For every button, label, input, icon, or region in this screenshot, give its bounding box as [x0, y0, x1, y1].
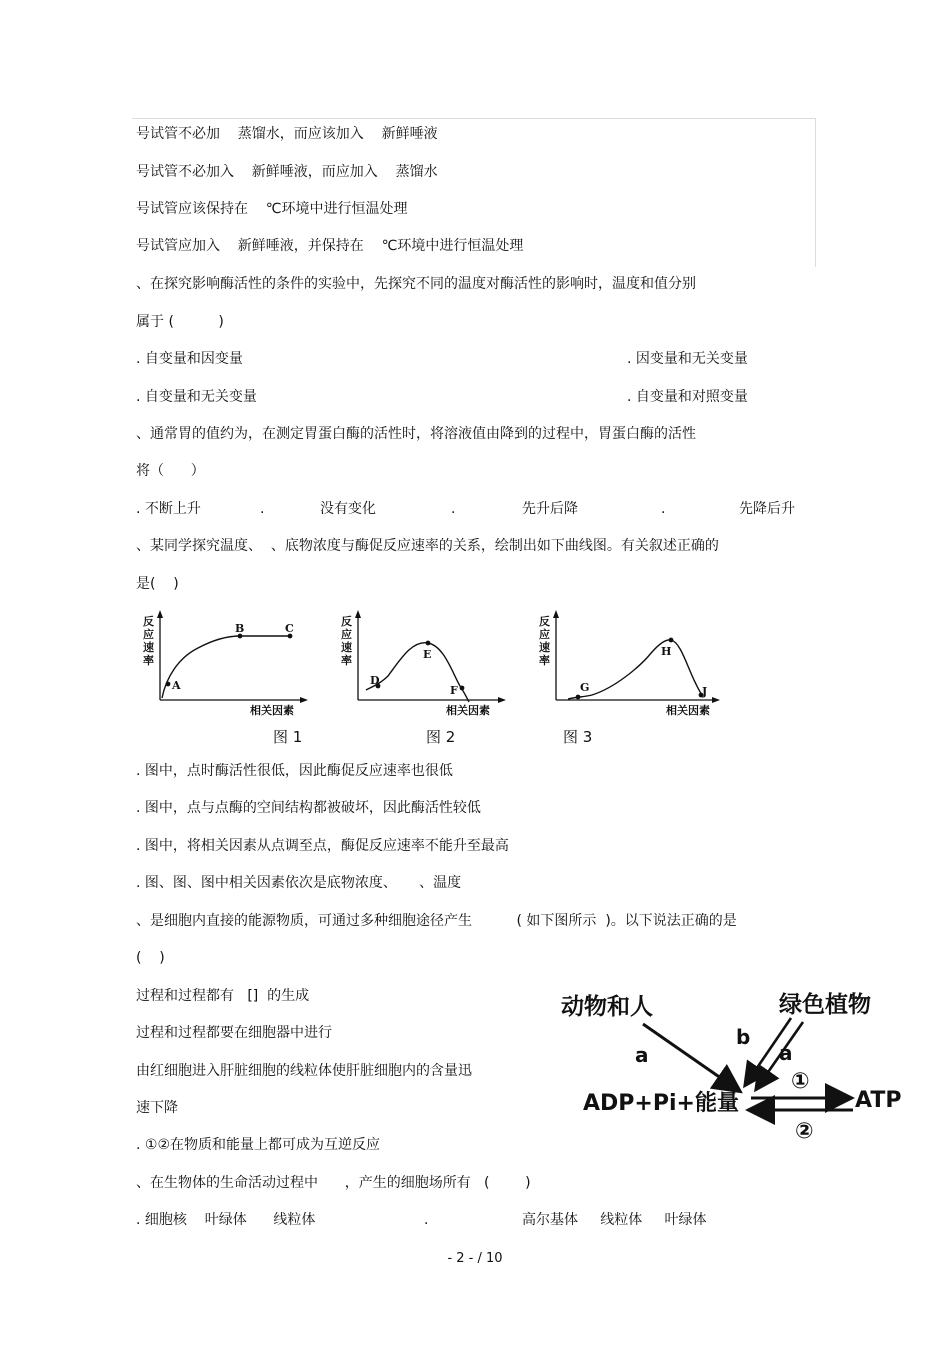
question-temperature-cont: 属于 ( ) [136, 314, 224, 330]
option-b-marker: . [260, 501, 265, 517]
figure-3 [534, 608, 729, 720]
figure-3-caption: 图 3 [563, 728, 593, 746]
question-temperature: 、在探究影响酶活性的条件的实验中，先探究不同的温度对酶活性的影响时，温度和值分别 [136, 276, 696, 292]
y-axis-label: 速 [341, 641, 352, 654]
option-b: 过程和过程都要在细胞器中进行 [136, 1025, 332, 1041]
option-b: 高尔基体 线粒体 叶绿体 [522, 1212, 707, 1228]
option-a: . 细胞核 叶绿体 线粒体 [136, 1212, 316, 1228]
option-line-3: 号试管应该保持在 ℃环境中进行恒温处理 [136, 201, 408, 217]
option-a: 过程和过程都有 [] 的生成 [136, 988, 310, 1004]
option-d: . ①②在物质和能量上都可成为互逆反应 [136, 1137, 381, 1153]
page-number: - 2 - / 10 [447, 1251, 503, 1266]
process-1-label: ① [791, 1069, 810, 1094]
option-d-marker: . [661, 501, 666, 517]
question-ph: 、通常胃的值约为，在测定胃蛋白酶的活性时，将溶液值由降到的过程中，胃蛋白酶的活性 [136, 426, 696, 442]
point-label: B [235, 622, 245, 635]
option-c-cont: 速下降 [136, 1100, 178, 1116]
option-d: . 图、图、图中相关因素依次是底物浓度、 、温度 [136, 875, 462, 891]
curve [162, 636, 290, 698]
point-g [576, 695, 581, 700]
arrow-a-animals [643, 1024, 738, 1090]
y-axis-label: 反 [539, 615, 550, 628]
option-line-2: 号试管不必加入 新鲜唾液，而应加入 蒸馏水 [136, 164, 438, 180]
point-e [426, 641, 431, 646]
option-b: 没有变化 [320, 501, 376, 517]
x-axis-label: 相关因素 [250, 704, 294, 717]
y-axis-label: 反 [143, 615, 154, 628]
option-c: 由红细胞进入肝脏细胞的线粒体使肝脏细胞内的含量迅 [136, 1063, 472, 1079]
point-label: F [450, 684, 458, 697]
point-label: G [580, 681, 590, 694]
figure-2 [336, 608, 511, 720]
y-axis-label: 速 [539, 641, 550, 654]
point-label: H [661, 645, 672, 658]
y-axis-label: 应 [341, 628, 352, 641]
x-axis-label: 相关因素 [666, 704, 710, 717]
question-curve-cont: 是( ) [136, 576, 179, 592]
option-c: . 图中，将相关因素从点调至点，酶促反应速率不能升至最高 [136, 838, 509, 854]
option-a: . 自变量和因变量 [136, 351, 243, 367]
y-axis-label: 应 [143, 628, 154, 641]
question-atp: 、是细胞内直接的能源物质，可通过多种细胞途径产生 ( 如下图所示 )。以下说法正确的是 [136, 913, 737, 929]
option-c: . 自变量和无关变量 [136, 389, 257, 405]
arrow-label-a: a [635, 1043, 649, 1067]
point-label: C [285, 622, 294, 635]
y-axis-label: 反 [341, 615, 352, 628]
y-axis-label: 应 [539, 628, 550, 641]
point-label: J [702, 685, 708, 698]
point-h [669, 638, 674, 643]
arrow-label-b: b [736, 1025, 751, 1049]
process-2-label: ② [795, 1119, 814, 1144]
question-curve: 、某同学探究温度、 、底物浓度与酶促反应速率的关系，绘制出如下曲线图。有关叙述正确的 [136, 538, 719, 554]
option-b: . 因变量和无关变量 [627, 351, 748, 367]
question-site: 、在生物体的生命活动过程中 ，产生的细胞场所有 ( ) [136, 1175, 531, 1191]
plants-label: 绿色植物 [779, 992, 871, 1018]
option-c-marker: . [451, 501, 456, 517]
question-atp-cont: ( ) [136, 950, 165, 966]
arrow-label-a: a [779, 1041, 793, 1065]
point-label: A [172, 679, 181, 692]
x-axis-label: 相关因素 [446, 704, 490, 717]
option-b-marker: . [424, 1212, 429, 1228]
option-line-1: 号试管不必加 蒸馏水，而应该加入 新鲜唾液 [136, 126, 438, 142]
option-d: 先降后升 [739, 501, 795, 517]
y-axis-label: 率 [539, 654, 550, 667]
figure-1-caption: 图 1 [273, 728, 303, 746]
point-a [166, 682, 171, 687]
option-a: . 不断上升 [136, 501, 201, 517]
y-axis-label: 率 [143, 654, 154, 667]
animals-label: 动物和人 [561, 994, 653, 1020]
option-c: 先升后降 [522, 501, 578, 517]
atp-diagram [553, 982, 913, 1147]
option-a: . 图中，点时酶活性很低，因此酶促反应速率也很低 [136, 763, 453, 779]
question-ph-cont: 将（ ） [136, 463, 205, 479]
option-d: . 自变量和对照变量 [627, 389, 748, 405]
y-axis-label: 速 [143, 641, 154, 654]
option-line-4: 号试管应加入 新鲜唾液，并保持在 ℃环境中进行恒温处理 [136, 238, 524, 254]
point-label: E [423, 648, 432, 661]
y-axis-label: 率 [341, 654, 352, 667]
option-b: . 图中，点与点酶的空间结构都被破坏，因此酶活性较低 [136, 800, 481, 816]
point-f [460, 686, 465, 691]
atp-label: ATP [855, 1088, 902, 1113]
figure-1 [138, 608, 313, 720]
figure-2-caption: 图 2 [426, 728, 456, 746]
point-label: D [370, 674, 380, 687]
adp-label: ADP+Pi+能量 [583, 1091, 739, 1116]
